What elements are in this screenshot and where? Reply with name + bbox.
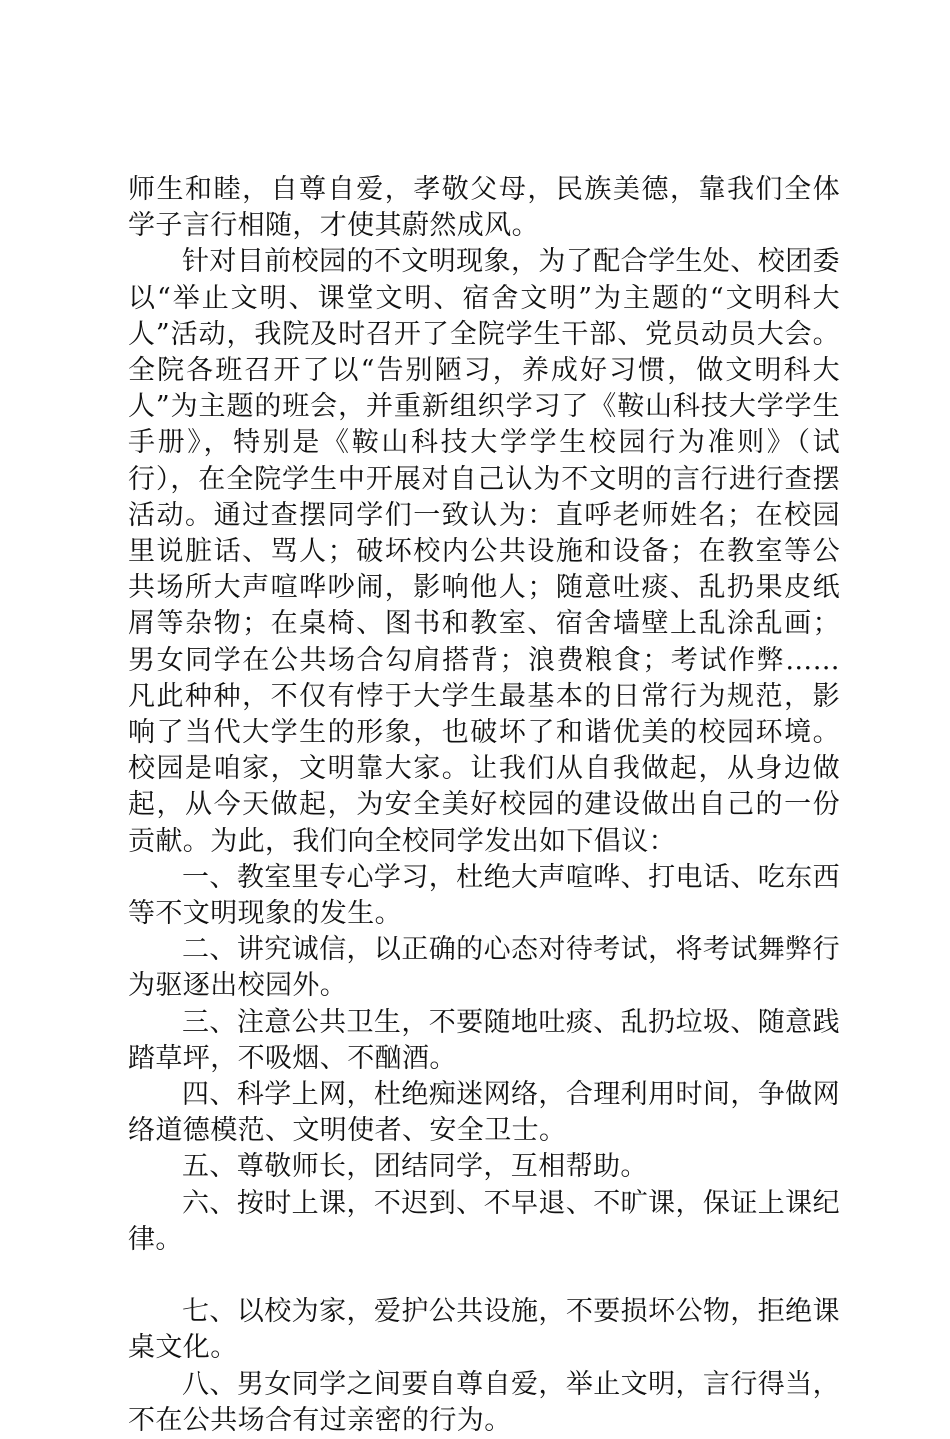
proposal-item-1: 一、教室里专心学习，杜绝大声喧哗、打电话、吃东西等不文明现象的发生。 [128,861,840,930]
proposal-item-4: 四、科学上网，杜绝痴迷网络，合理利用时间，争做网络道德模范、文明使者、安全卫士。 [128,1079,840,1147]
proposal-item-5: 五、尊敬师长，团结同学，互相帮助。 [182,1151,648,1183]
document-body [128,172,840,1439]
proposal-item-6: 六、按时上课，不迟到、不早退、不旷课，保证上课纪律。 [128,1187,840,1255]
paragraph-continuation: 师生和睦，自尊自爱，孝敬父母，民族美德，靠我们全体学子言行相随，才使其蔚然成风。 [128,174,840,242]
proposal-item-7: 七、以校为家，爱护公共设施，不要损坏公物，拒绝课桌文化。 [128,1296,840,1364]
proposal-item-8: 八、男女同学之间要自尊自爱，举止文明，言行得当，不在公共场合有过亲密的行为。 [128,1368,840,1436]
proposal-item-2: 二、讲究诚信，以正确的心态对待考试，将考试舞弊行为驱逐出校园外。 [128,934,840,1002]
paragraph-main: 针对目前校园的不文明现象，为了配合学生处、校团委以“举止文明、课堂文明、宿舍文明”为主题的“文明科大人”活动，我院及时召开了全院学生干部、党员动员大会。全院各班召开了以“告别陋习，养成好习惯，做文明科大人”为主题的班会，并重新组织学习了《鞍山科技大学学生手册》，特别是《鞍山科技大学学生校园行为准则》（试行），在全院学生中开展对自己认为不文明的言行进行查摆活动。通过查摆同学们一致认为：直呼老师姓名；在校园里说脏话、骂人；破坏校内公共设施和设备；在教室等公共场所大声喧哗吵闹，影响他人；随意吐痰、乱扔果皮纸屑等杂物；在桌椅、图书和教室、宿舍墙壁上乱涂乱画；男女同学在公共场合勾肩搭背；浪费粮食；考试作弊……凡此种种，不仅有悖于大学生最基本的日常行为规范，影响了当代大学生的形象，也破坏了和谐优美的校园环境。校园是咱家，文明靠大家。让我们从自我做起，从身边做起，从今天做起，为安全美好校园的建设做出自己的一份贡献。为此，我们向全校同学发出如下倡议： [128,246,840,857]
proposal-item-3: 三、注意公共卫生，不要随地吐痰、乱扔垃圾、随意践踏草坪，不吸烟、不酗酒。 [128,1006,840,1074]
